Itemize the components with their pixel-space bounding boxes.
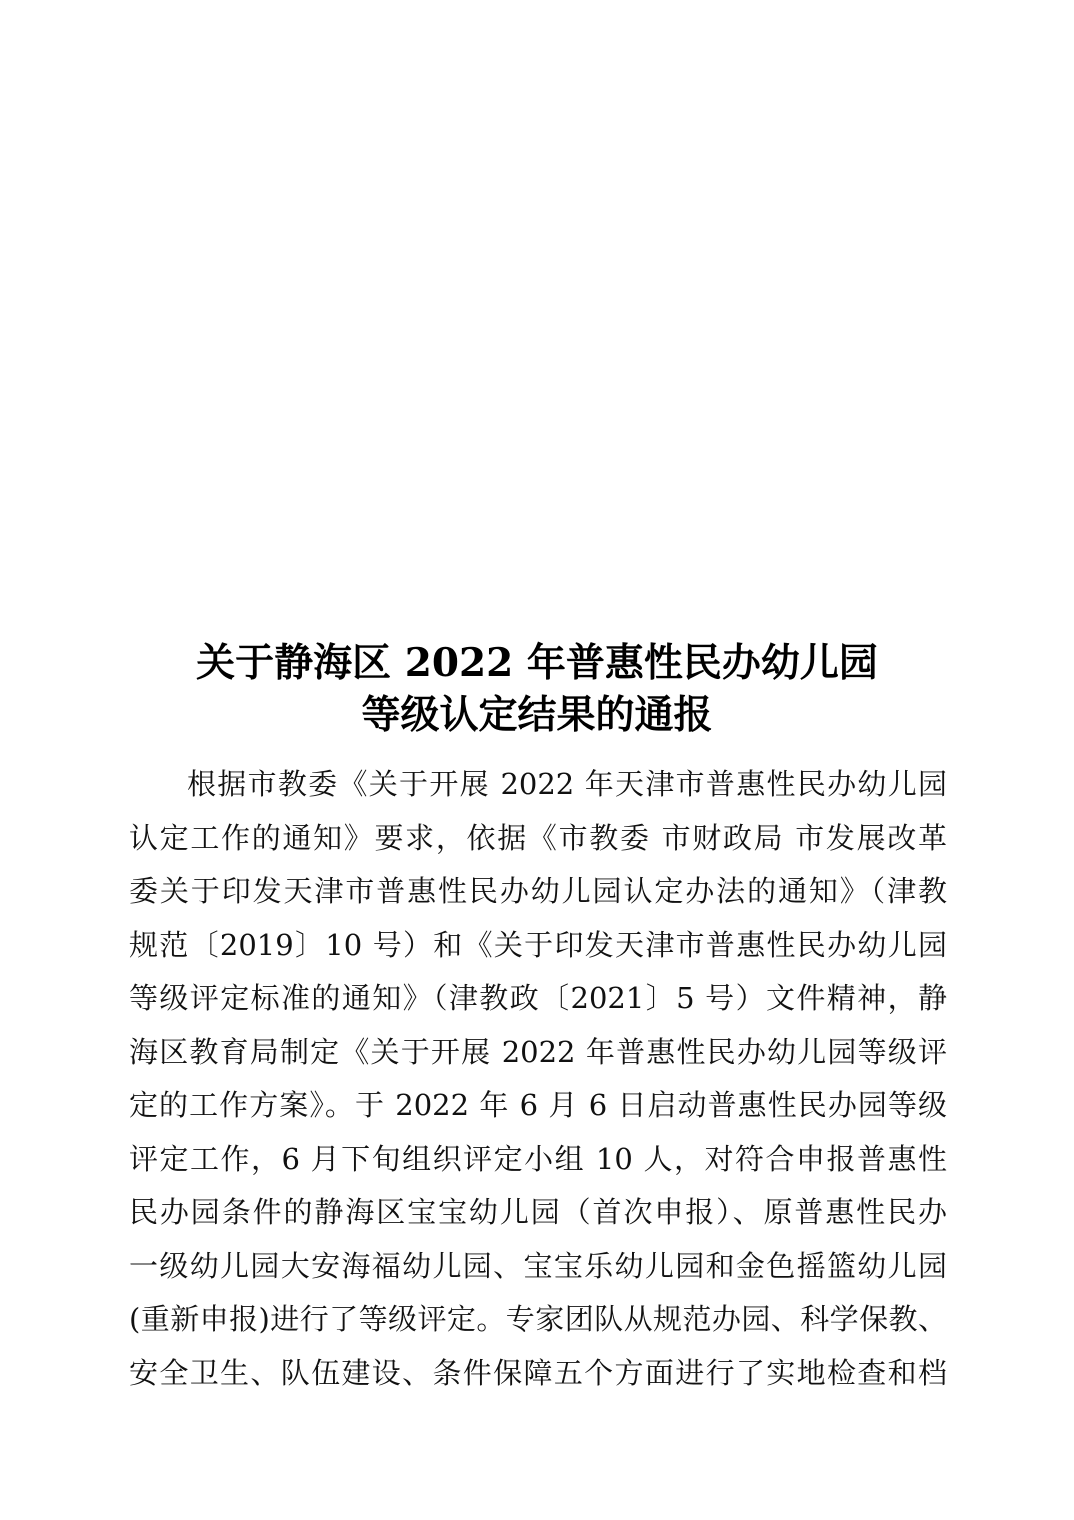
body-line-3: 委关于印发天津市普惠性民办幼儿园认定办法的通知》（津教	[129, 874, 947, 908]
body-line-7: 定的工作方案》。于 2022 年 6 月 6 日启动普惠性民办园等级	[129, 1088, 947, 1122]
body-line-2: 认定工作的通知》要求，依据《市教委 市财政局 市发展改革	[129, 820, 947, 855]
body-line-11: (重新申报)进行了等级评定。专家团队从规范办园、科学保教、	[129, 1302, 947, 1336]
title-line-1: 关于静海区 2022 年普惠性民办幼儿园	[196, 640, 878, 686]
body-line-9: 民办园条件的静海区宝宝幼儿园（首次申报）、原普惠性民办	[129, 1195, 947, 1229]
document-title	[120, 637, 954, 741]
body-line-10: 一级幼儿园大安海福幼儿园、宝宝乐幼儿园和金色摇篮幼儿园	[129, 1248, 947, 1283]
body-line-4: 规范〔2019〕10 号）和《关于印发天津市普惠性民办幼儿园	[129, 927, 947, 962]
title-line-2: 等级认定结果的通报	[361, 692, 713, 738]
body-line-6: 海区教育局制定《关于开展 2022 年普惠性民办幼儿园等级评	[129, 1034, 947, 1069]
body-line-8: 评定工作，6 月下旬组织评定小组 10 人，对符合申报普惠性	[129, 1141, 947, 1176]
body-line-12: 安全卫生、队伍建设、条件保障五个方面进行了实地检查和档	[129, 1355, 947, 1390]
body-line-1: 根据市教委《关于开展 2022 年天津市普惠性民办幼儿园	[187, 767, 947, 801]
body-line-5: 等级评定标准的通知》（津教政〔2021〕5 号）文件精神，静	[129, 981, 947, 1015]
document-body	[129, 758, 947, 1400]
